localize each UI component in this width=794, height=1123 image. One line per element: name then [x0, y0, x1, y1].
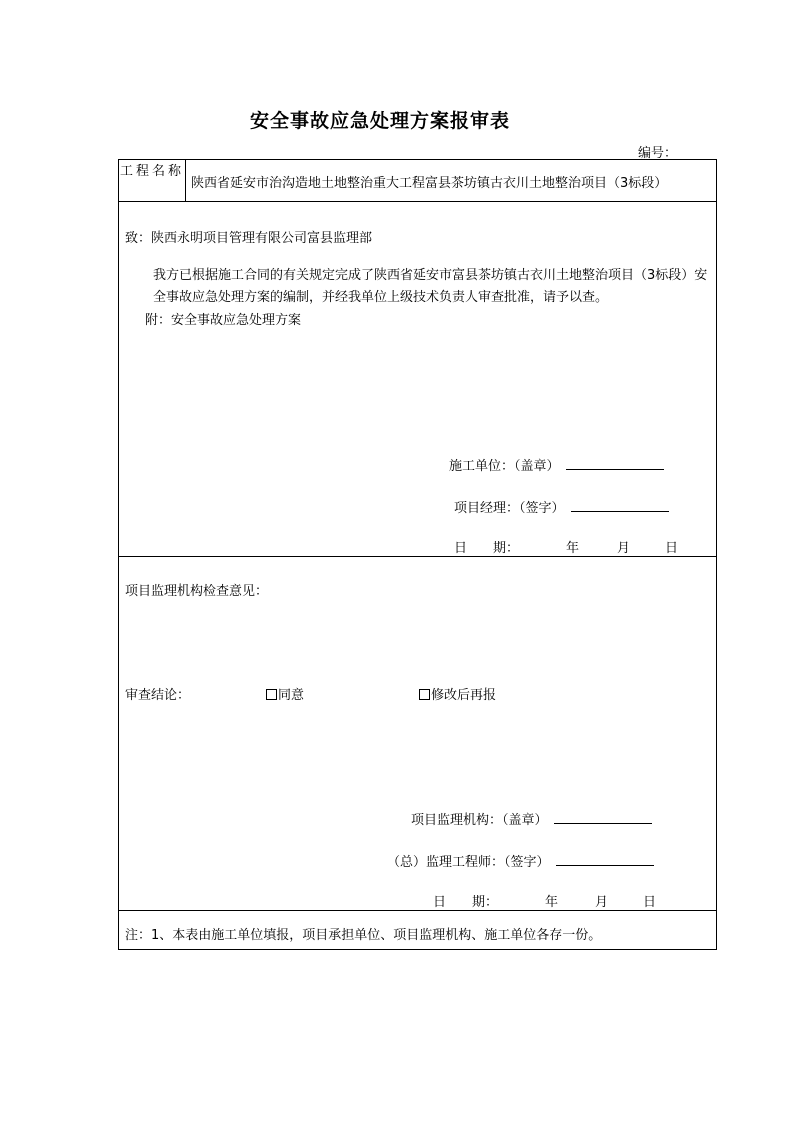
serial-number-label: 编号： — [638, 146, 678, 161]
row-divider — [119, 910, 716, 911]
submission-body — [153, 265, 713, 309]
submission-date-label: 日 期： — [454, 541, 520, 556]
revise-checkbox[interactable] — [419, 689, 430, 700]
engineer-sign-line — [387, 851, 654, 870]
review-opinion-label: 项目监理机构检查意见： — [125, 584, 269, 599]
attachment-line: 附：安全事故应急处理方案 — [145, 313, 302, 328]
project-name-value: 陕西省延安市治沟造地土地整治重大工程富县茶坊镇古衣川土地整治项目（3标段） — [191, 176, 668, 191]
review-date-label: 日 期： — [433, 895, 499, 910]
row-divider — [119, 201, 716, 202]
addressee: 致：陕西永明项目管理有限公司富县监理部 — [125, 231, 373, 246]
form-table — [118, 159, 717, 950]
option-revise[interactable] — [419, 684, 496, 703]
supervision-seal-label: 项目监理机构：（盖章） — [411, 813, 548, 828]
manager-sign-line — [454, 497, 669, 516]
page-title: 安全事故应急处理方案报审表 — [249, 110, 510, 132]
agree-label: 同意 — [278, 688, 305, 703]
row-divider — [119, 556, 716, 557]
submission-body-text: 我方已根据施工合同的有关规定完成了陕西省延安市富县茶坊镇古衣川土地整治项目（3标段）安全事故应急处理方案的编制，并经我单位上级技术负责人审查批准，请予以查。 — [153, 268, 708, 305]
submission-day-label: 日 — [665, 541, 679, 556]
review-year-label: 年 — [545, 895, 559, 910]
submission-year-label: 年 — [566, 541, 580, 556]
review-month-label: 月 — [595, 895, 609, 910]
engineer-sign-label: （总）监理工程师：（签字） — [387, 855, 550, 870]
project-name-label: 工程名称 — [119, 164, 184, 179]
option-agree[interactable] — [266, 684, 304, 703]
agree-checkbox[interactable] — [266, 689, 277, 700]
manager-sign-label: 项目经理：（签字） — [454, 501, 565, 516]
supervision-seal-field[interactable] — [554, 811, 652, 824]
review-conclusion-label: 审查结论： — [125, 688, 191, 703]
review-day-label: 日 — [643, 895, 657, 910]
engineer-sign-field[interactable] — [556, 853, 654, 866]
manager-sign-field[interactable] — [571, 499, 669, 512]
footnote: 注：1、本表由施工单位填报，项目承担单位、项目监理机构、施工单位各存一份。 — [125, 928, 602, 943]
contractor-seal-label: 施工单位：（盖章） — [449, 459, 560, 474]
contractor-seal-line — [449, 455, 664, 474]
supervision-seal-line — [411, 809, 652, 828]
contractor-seal-field[interactable] — [566, 457, 664, 470]
revise-label: 修改后再报 — [431, 688, 497, 703]
column-divider — [185, 160, 186, 201]
submission-month-label: 月 — [617, 541, 631, 556]
